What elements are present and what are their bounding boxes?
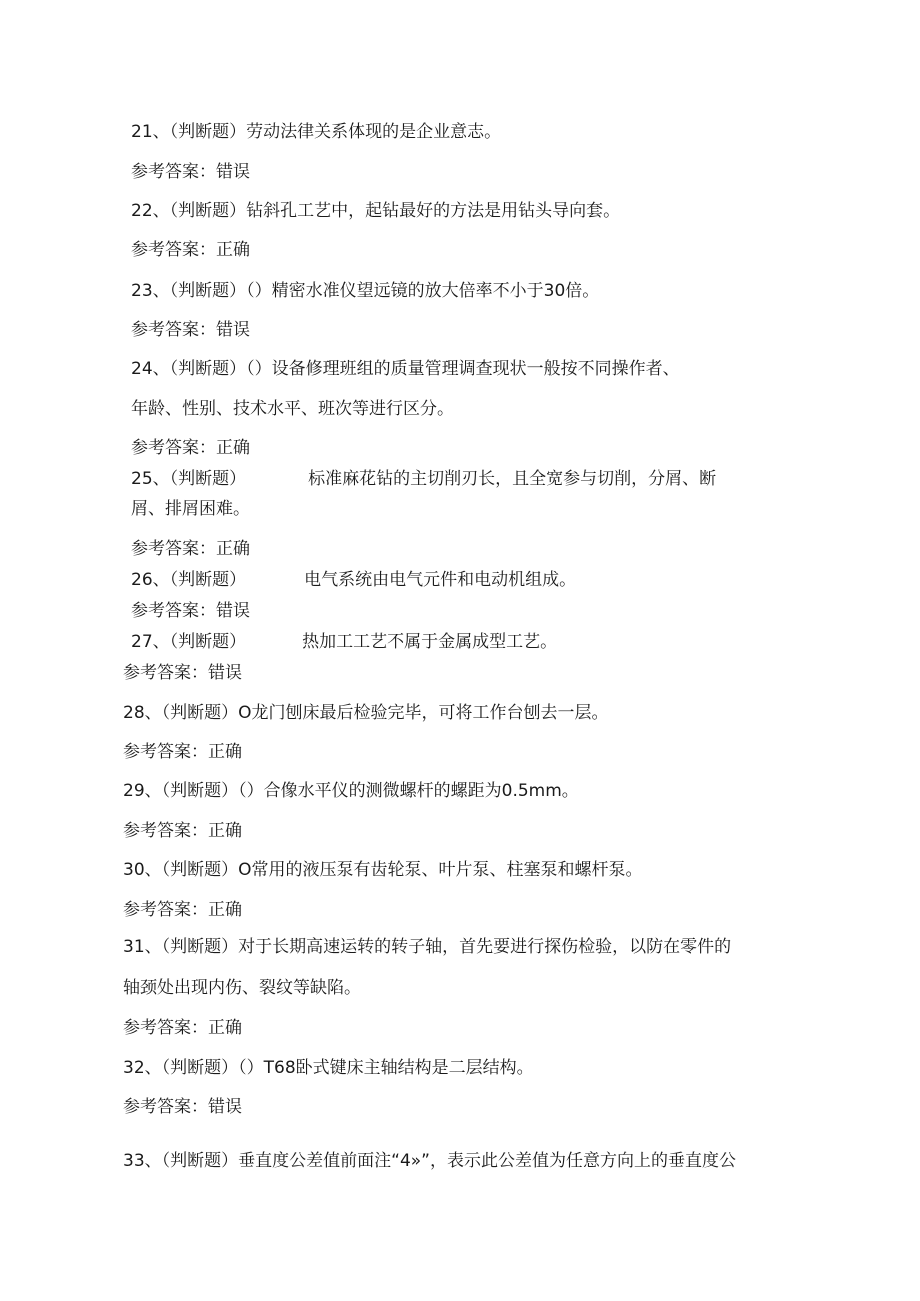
question-28: 28、（判断题）O龙门刨床最后检验完毕，可将工作台刨去一层。 — [123, 703, 609, 723]
answer-32: 参考答案：错误 — [123, 1097, 242, 1117]
answer-24: 参考答案：正确 — [131, 438, 250, 458]
question-27 — [131, 631, 557, 653]
question-32: 32、（判断题）（）T68卧式键床主轴结构是二层结构。 — [123, 1058, 534, 1078]
answer-25: 参考答案：正确 — [131, 539, 250, 559]
question-31-line1: 31、（判断题）对于长期高速运转的转子轴，首先要进行探伤检验，以防在零件的 — [123, 937, 732, 957]
question-25-text: 标准麻花钻的主切削刃长，且全宽参与切削，分屑、断 — [308, 469, 717, 489]
question-30: 30、（判断题）O常用的液压泵有齿轮泵、叶片泵、柱塞泵和螺杆泵。 — [123, 860, 643, 880]
question-23: 23、（判断题）（）精密水准仪望远镜的放大倍率不小于30倍。 — [131, 281, 600, 301]
question-27-prefix: 27、（判断题） — [131, 632, 247, 652]
question-26-text: 电气系统由电气元件和电动机组成。 — [304, 570, 577, 590]
answer-27: 参考答案：错误 — [123, 663, 242, 683]
question-24-line2: 年龄、性别、技术水平、班次等进行区分。 — [131, 399, 454, 419]
answer-22: 参考答案：正确 — [131, 240, 250, 260]
answer-30: 参考答案：正确 — [123, 900, 242, 920]
question-24-line1: 24、（判断题）（）设备修理班组的质量管理调查现状一般按不同操作者、 — [131, 359, 680, 379]
question-25-line2: 屑、排屑困难。 — [131, 499, 250, 519]
question-25-line1 — [131, 468, 716, 490]
question-25-prefix: 25、（判断题） — [131, 469, 247, 489]
answer-29: 参考答案：正确 — [123, 821, 242, 841]
answer-31: 参考答案：正确 — [123, 1018, 242, 1038]
question-27-text: 热加工工艺不属于金属成型工艺。 — [302, 632, 558, 652]
question-22: 22、（判断题）钻斜孔工艺中，起钻最好的方法是用钻头导向套。 — [131, 201, 621, 221]
question-26-prefix: 26、（判断题） — [131, 570, 247, 590]
question-26 — [131, 569, 576, 591]
answer-26: 参考答案：错误 — [131, 601, 250, 621]
answer-28: 参考答案：正确 — [123, 742, 242, 762]
question-21: 21、（判断题）劳动法律关系体现的是企业意志。 — [131, 122, 502, 142]
question-29: 29、（判断题）（）合像水平仪的测微螺杆的螺距为0.5mm。 — [123, 781, 579, 801]
question-33: 33、（判断题）垂直度公差值前面注“4»”，表示此公差值为任意方向上的垂直度公 — [123, 1151, 736, 1171]
question-31-line2: 轴颈处出现内伤、裂纹等缺陷。 — [123, 978, 361, 998]
answer-23: 参考答案：错误 — [131, 320, 250, 340]
answer-21: 参考答案：错误 — [131, 162, 250, 182]
